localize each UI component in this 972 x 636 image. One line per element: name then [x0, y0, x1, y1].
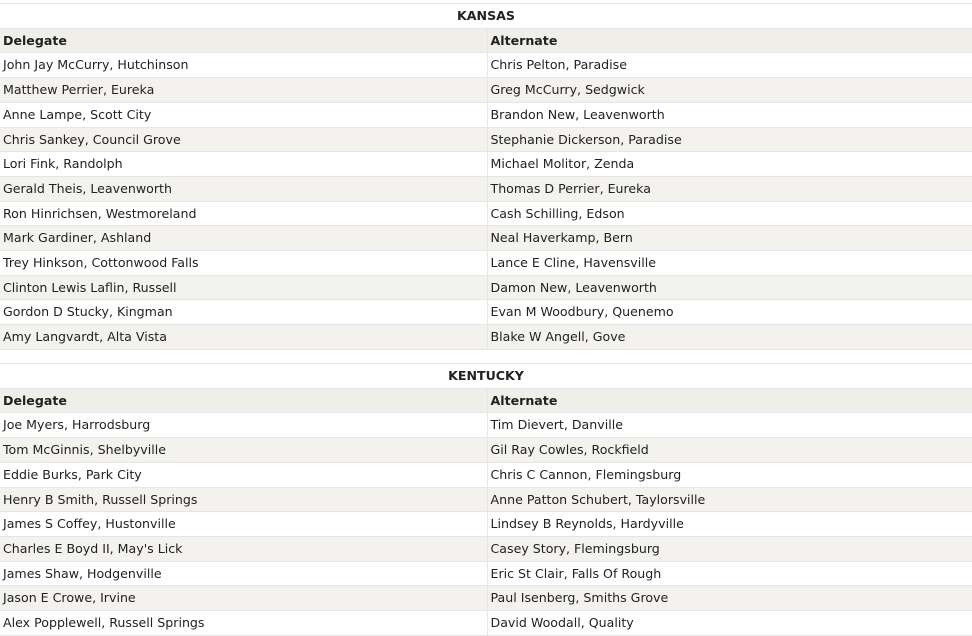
table-row — [0, 152, 972, 177]
delegate-cell: Charles E Boyd II, May's Lick — [0, 536, 487, 561]
delegate-cell: Eddie Burks, Park City — [0, 462, 487, 487]
kansas-delegates-table — [0, 3, 972, 350]
delegate-cell: James S Coffey, Hustonville — [0, 512, 487, 537]
column-header-row — [0, 28, 972, 53]
table-row — [0, 561, 972, 586]
alternate-cell: Eric St Clair, Falls Of Rough — [487, 561, 972, 586]
delegate-cell: Anne Lampe, Scott City — [0, 102, 487, 127]
state-title: KENTUCKY — [0, 364, 972, 389]
table-row — [0, 487, 972, 512]
alternate-cell: David Woodall, Quality — [487, 611, 972, 636]
delegate-cell: Jason E Crowe, Irvine — [0, 586, 487, 611]
alternate-cell: Lindsey B Reynolds, Hardyville — [487, 512, 972, 537]
alternate-cell: Chris Pelton, Paradise — [487, 53, 972, 78]
table-row — [0, 462, 972, 487]
delegate-cell: Trey Hinkson, Cottonwood Falls — [0, 251, 487, 276]
table-row — [0, 536, 972, 561]
table-title-row — [0, 364, 972, 389]
delegate-column-header: Delegate — [0, 28, 487, 53]
delegate-cell: Chris Sankey, Council Grove — [0, 127, 487, 152]
alternate-cell: Damon New, Leavenworth — [487, 275, 972, 300]
delegate-cell: Clinton Lewis Laflin, Russell — [0, 275, 487, 300]
kentucky-delegates-table — [0, 363, 972, 636]
table-row — [0, 512, 972, 537]
alternate-cell: Evan M Woodbury, Quenemo — [487, 300, 972, 325]
table-row — [0, 586, 972, 611]
alternate-cell: Gil Ray Cowles, Rockfield — [487, 438, 972, 463]
alternate-column-header: Alternate — [487, 388, 972, 413]
alternate-cell: Michael Molitor, Zenda — [487, 152, 972, 177]
alternate-cell: Anne Patton Schubert, Taylorsville — [487, 487, 972, 512]
alternate-cell: Brandon New, Leavenworth — [487, 102, 972, 127]
delegate-cell: Gordon D Stucky, Kingman — [0, 300, 487, 325]
table-row — [0, 611, 972, 636]
column-header-row — [0, 388, 972, 413]
alternate-cell: Blake W Angell, Gove — [487, 325, 972, 350]
alternate-cell: Stephanie Dickerson, Paradise — [487, 127, 972, 152]
table-row — [0, 127, 972, 152]
alternate-cell: Cash Schilling, Edson — [487, 201, 972, 226]
delegate-cell: Joe Myers, Harrodsburg — [0, 413, 487, 438]
delegate-cell: John Jay McCurry, Hutchinson — [0, 53, 487, 78]
table-row — [0, 102, 972, 127]
alternate-column-header: Alternate — [487, 28, 972, 53]
state-title: KANSAS — [0, 4, 972, 29]
table-row — [0, 201, 972, 226]
delegate-cell: Tom McGinnis, Shelbyville — [0, 438, 487, 463]
table-row — [0, 413, 972, 438]
alternate-cell: Greg McCurry, Sedgwick — [487, 78, 972, 103]
delegate-cell: Alex Popplewell, Russell Springs — [0, 611, 487, 636]
delegate-cell: Mark Gardiner, Ashland — [0, 226, 487, 251]
delegate-cell: Henry B Smith, Russell Springs — [0, 487, 487, 512]
delegate-cell: Gerald Theis, Leavenworth — [0, 176, 487, 201]
delegate-cell: Amy Langvardt, Alta Vista — [0, 325, 487, 350]
alternate-cell: Chris C Cannon, Flemingsburg — [487, 462, 972, 487]
table-title-row — [0, 4, 972, 29]
table-row — [0, 226, 972, 251]
table-row — [0, 325, 972, 350]
delegate-cell: Lori Fink, Randolph — [0, 152, 487, 177]
alternate-cell: Casey Story, Flemingsburg — [487, 536, 972, 561]
table-row — [0, 275, 972, 300]
alternate-cell: Thomas D Perrier, Eureka — [487, 176, 972, 201]
table-row — [0, 300, 972, 325]
delegate-cell: James Shaw, Hodgenville — [0, 561, 487, 586]
delegate-cell: Matthew Perrier, Eureka — [0, 78, 487, 103]
alternate-cell: Neal Haverkamp, Bern — [487, 226, 972, 251]
table-row — [0, 251, 972, 276]
table-row — [0, 78, 972, 103]
delegate-cell: Ron Hinrichsen, Westmoreland — [0, 201, 487, 226]
alternate-cell: Lance E Cline, Havensville — [487, 251, 972, 276]
table-row — [0, 438, 972, 463]
delegate-column-header: Delegate — [0, 388, 487, 413]
table-row — [0, 176, 972, 201]
alternate-cell: Paul Isenberg, Smiths Grove — [487, 586, 972, 611]
alternate-cell: Tim Dievert, Danville — [487, 413, 972, 438]
table-row — [0, 53, 972, 78]
